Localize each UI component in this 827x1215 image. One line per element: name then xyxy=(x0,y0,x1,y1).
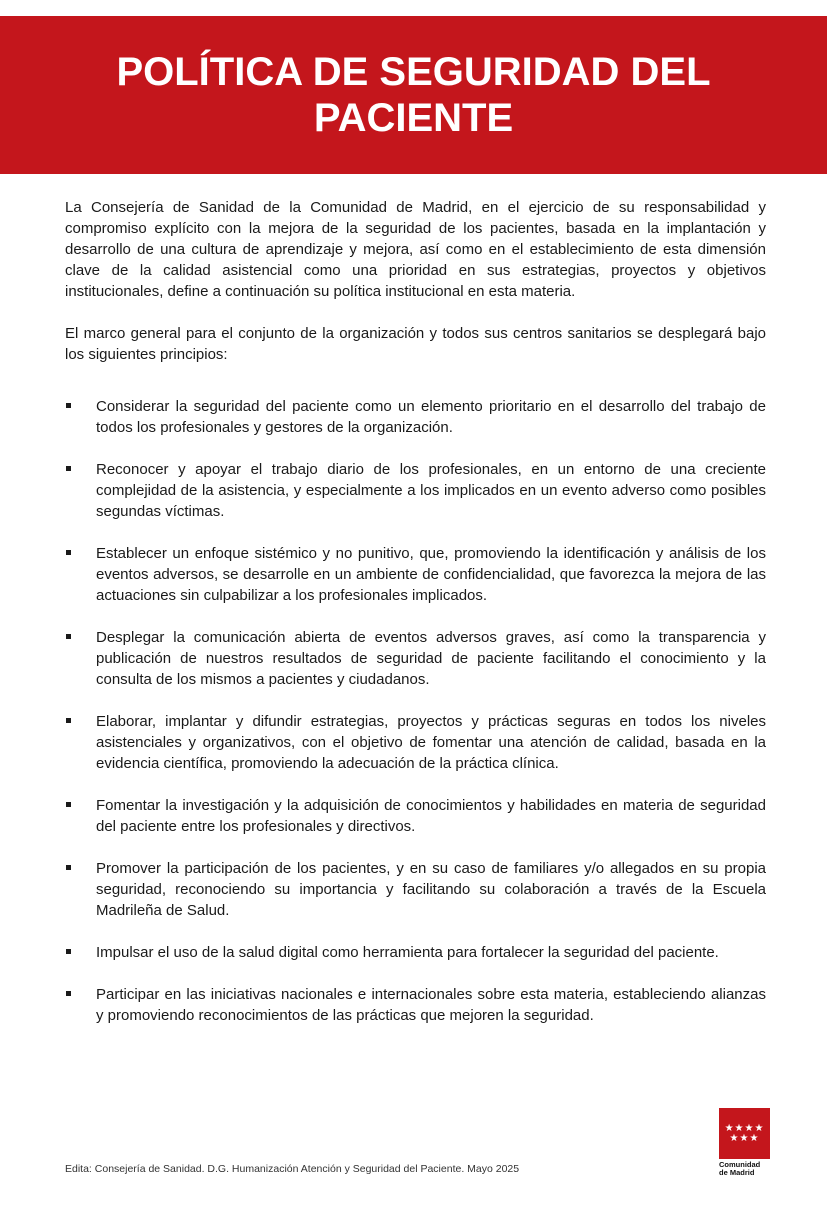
principle-text: Desplegar la comunicación abierta de eventos adversos graves, así como la transparencia y publicación de nuestros resultados de seguridad de paciente facilitando el conocimiento y la consulta de los mismos a pacientes y ciudadanos. xyxy=(96,629,766,688)
logo-name-line: de Madrid xyxy=(719,1168,755,1177)
principle-text: Reconocer y apoyar el trabajo diario de los profesionales, en un entorno de una creciente complejidad de la asistencia, y especialmente a los implicados en un evento adverso como posibles segundas víctimas. xyxy=(96,461,766,520)
square-bullet-icon xyxy=(66,550,71,555)
intro-paragraph: La Consejería de Sanidad de la Comunidad de Madrid, en el ejercicio de su responsabilidad y compromiso explícito con la mejora de la seguridad de los pacientes, basada en la implantación y desarrollo de una cultura de aprendizaje y mejora, así como en el establecimiento de esta dimensión clave de la calidad asistencial como una prioridad en sus estrategias, proyectos y objetivos institucionales, define a continuación su política institucional en esta materia. xyxy=(65,199,766,300)
principles-lead-paragraph: El marco general para el conjunto de la organización y todos sus centros sanitarios se desplegará bajo los siguientes principios: xyxy=(65,325,766,363)
principle-text: Elaborar, implantar y difundir estrategias, proyectos y prácticas seguras en todos los niveles asistenciales y organizativos, con el objetivo de fomentar una atención de calidad, basada en la evidencia científica, promoviendo la adecuación de la práctica clínica. xyxy=(96,713,766,772)
principles-list xyxy=(65,396,766,1026)
square-bullet-icon xyxy=(66,718,71,723)
principle-text: Promover la participación de los pacientes, y en su caso de familiares y/o allegados en su propia seguridad, reconociendo su importancia y facilitando su colaboración a través de la Escuela Madrileña de Salud. xyxy=(96,860,766,919)
principle-item xyxy=(65,627,766,690)
principle-text: Participar en las iniciativas nacionales e internacionales sobre esta materia, estableciendo alianzas y promoviendo reconocimientos de las prácticas que mejoren la seguridad. xyxy=(96,986,766,1024)
principle-item xyxy=(65,858,766,921)
principle-item xyxy=(65,984,766,1026)
principle-item xyxy=(65,942,766,963)
principle-item xyxy=(65,459,766,522)
square-bullet-icon xyxy=(66,949,71,954)
title-banner xyxy=(0,16,827,174)
comunidad-de-madrid-flag-icon xyxy=(719,1108,770,1159)
stars-row: ★★★★ xyxy=(724,1122,765,1134)
square-bullet-icon xyxy=(66,865,71,870)
logo-name-line: Comunidad xyxy=(719,1160,761,1169)
principle-item xyxy=(65,795,766,837)
principle-text: Considerar la seguridad del paciente como un elemento prioritario en el desarrollo del trabajo de todos los profesionales y gestores de la organización. xyxy=(96,398,766,436)
logo-wordmark xyxy=(719,1161,771,1177)
principle-item xyxy=(65,711,766,774)
square-bullet-icon xyxy=(66,403,71,408)
page-title: POLÍTICA DE SEGURIDAD DEL PACIENTE xyxy=(116,50,711,140)
principle-item xyxy=(65,396,766,438)
principle-text: Impulsar el uso de la salud digital como herramienta para fortalecer la seguridad del paciente. xyxy=(96,944,719,961)
comunidad-de-madrid-logo xyxy=(719,1108,771,1177)
footer-credit: Edita: Consejería de Sanidad. D.G. Humanización Atención y Seguridad del Paciente. Mayo 2025 xyxy=(65,1163,520,1175)
principle-item xyxy=(65,543,766,606)
principle-text: Fomentar la investigación y la adquisición de conocimientos y habilidades en materia de seguridad del paciente entre los profesionales y directivos. xyxy=(96,797,766,835)
document-body xyxy=(65,197,766,1047)
square-bullet-icon xyxy=(66,802,71,807)
square-bullet-icon xyxy=(66,634,71,639)
principle-text: Establecer un enfoque sistémico y no punitivo, que, promoviendo la identificación y análisis de los eventos adversos, se desarrolle en un ambiente de confidencialidad, que favorezca la mejora de las actuaciones sin culpabilizar a los profesionales implicados. xyxy=(96,545,766,604)
square-bullet-icon xyxy=(66,466,71,471)
stars-row: ★★★ xyxy=(729,1132,760,1144)
square-bullet-icon xyxy=(66,991,71,996)
